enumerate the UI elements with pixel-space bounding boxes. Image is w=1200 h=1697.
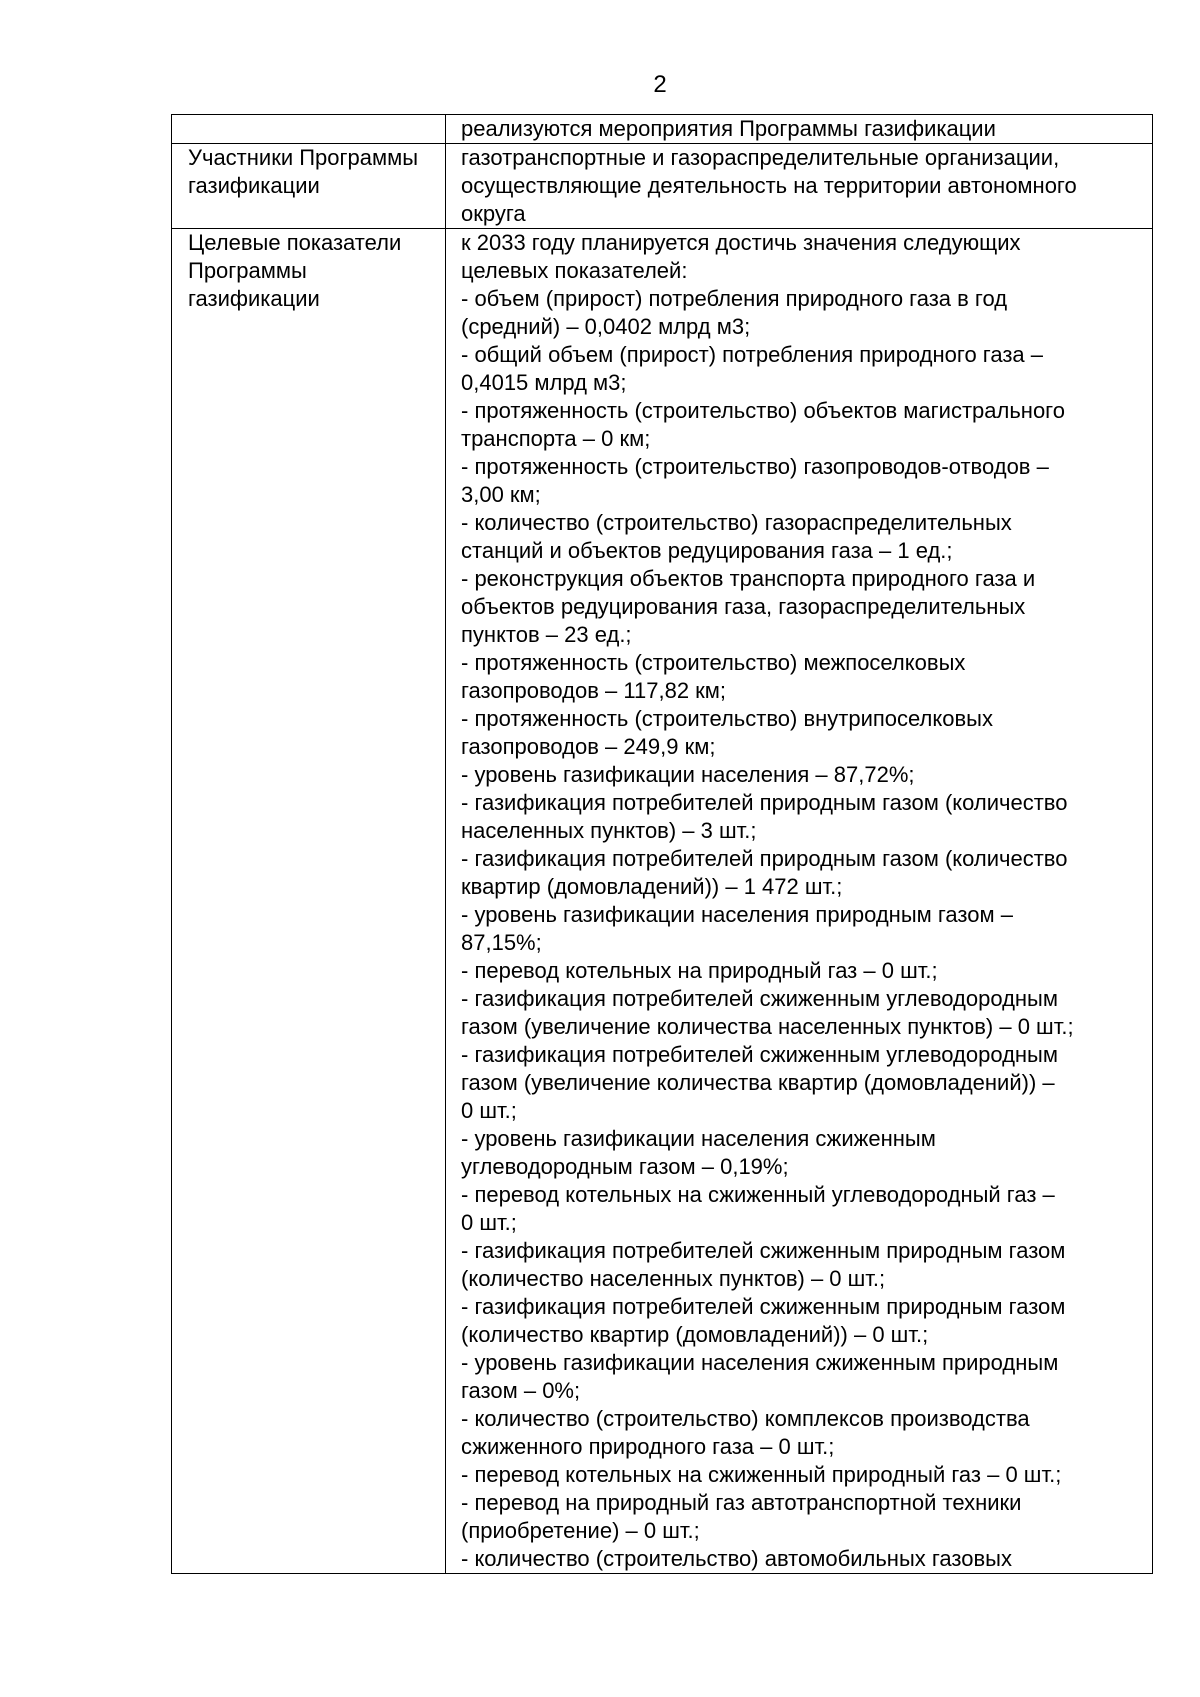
value-line: - количество (строительство) автомобильных газовых xyxy=(461,1546,1012,1571)
value-line: 87,15%; xyxy=(461,930,542,955)
value-line: - газификация потребителей сжиженным природным газом xyxy=(461,1294,1066,1319)
value-line: газопроводов – 117,82 км; xyxy=(461,678,727,703)
value-line: - протяженность (строительство) газопроводов-отводов – xyxy=(461,454,1049,479)
value-line: - общий объем (прирост) потребления природного газа – xyxy=(461,342,1043,367)
value-line: (средний) – 0,0402 млрд м3; xyxy=(461,314,751,339)
value-line: округа xyxy=(461,201,526,226)
value-line: - уровень газификации населения – 87,72%; xyxy=(461,762,915,787)
value-line: квартир (домовладений)) – 1 472 шт.; xyxy=(461,874,843,899)
value-line: - реконструкция объектов транспорта природного газа и xyxy=(461,566,1036,591)
table-body xyxy=(172,115,1153,1574)
value-line: (приобретение) – 0 шт.; xyxy=(461,1518,700,1543)
value-line: газом (увеличение количества населенных пунктов) – 0 шт.; xyxy=(461,1014,1074,1039)
value-line: - количество (строительство) комплексов производства xyxy=(461,1406,1030,1431)
value-line: - газификация потребителей сжиженным углеводородным xyxy=(461,986,1058,1011)
value-line: населенных пунктов) – 3 шт.; xyxy=(461,818,757,843)
row-label-cell xyxy=(172,144,446,229)
row-value xyxy=(446,144,1152,228)
row-value xyxy=(446,229,1152,1573)
value-line: - перевод котельных на сжиженный углеводородный газ – xyxy=(461,1182,1055,1207)
value-line: 0 шт.; xyxy=(461,1210,517,1235)
value-line: (количество квартир (домовладений)) – 0 шт.; xyxy=(461,1322,929,1347)
value-line: станций и объектов редуцирования газа – 1 ед.; xyxy=(461,538,953,563)
value-line: - газификация потребителей природным газом (количество xyxy=(461,846,1068,871)
value-line: - газификация потребителей сжиженным природным газом xyxy=(461,1238,1066,1263)
value-line: - протяженность (строительство) внутрипоселковых xyxy=(461,706,993,731)
value-line: реализуются мероприятия Программы газификации xyxy=(461,116,996,141)
value-line: - перевод котельных на природный газ – 0 шт.; xyxy=(461,958,938,983)
value-line: газопроводов – 249,9 км; xyxy=(461,734,716,759)
page-number: 2 xyxy=(653,71,667,98)
label-line: Участники Программы xyxy=(188,145,419,170)
row-label-cell xyxy=(172,115,446,144)
value-line: - уровень газификации населения сжиженным природным xyxy=(461,1350,1059,1375)
row-value xyxy=(446,115,1152,143)
row-value-cell xyxy=(446,229,1153,1574)
value-line: объектов редуцирования газа, газораспределительных xyxy=(461,594,1026,619)
row-label xyxy=(172,229,445,313)
label-line: газификации xyxy=(188,286,320,311)
value-line: (количество населенных пунктов) – 0 шт.; xyxy=(461,1266,886,1291)
row-label xyxy=(172,144,445,200)
value-line: пунктов – 23 ед.; xyxy=(461,622,632,647)
table-row xyxy=(172,229,1153,1574)
value-line: осуществляющие деятельность на территории автономного xyxy=(461,173,1077,198)
value-line: - газификация потребителей сжиженным углеводородным xyxy=(461,1042,1058,1067)
program-passport-table xyxy=(171,114,1153,1574)
value-line: - перевод на природный газ автотранспортной техники xyxy=(461,1490,1022,1515)
label-line: Программы xyxy=(188,258,307,283)
label-line: Целевые показатели xyxy=(188,230,402,255)
value-line: 3,00 км; xyxy=(461,482,541,507)
table-row xyxy=(172,115,1153,144)
row-value-cell xyxy=(446,115,1153,144)
value-line: углеводородным газом – 0,19%; xyxy=(461,1154,789,1179)
value-line: - протяженность (строительство) объектов магистрального xyxy=(461,398,1065,423)
label-line: газификации xyxy=(188,173,320,198)
value-line: сжиженного природного газа – 0 шт.; xyxy=(461,1434,835,1459)
row-value-cell xyxy=(446,144,1153,229)
value-line: газотранспортные и газораспределительные организации, xyxy=(461,145,1060,170)
value-line: - уровень газификации населения природным газом – xyxy=(461,902,1013,927)
value-line: - перевод котельных на сжиженный природный газ – 0 шт.; xyxy=(461,1462,1062,1487)
table-row xyxy=(172,144,1153,229)
value-line: целевых показателей: xyxy=(461,258,688,283)
value-line: - количество (строительство) газораспределительных xyxy=(461,510,1012,535)
row-label-cell xyxy=(172,229,446,1574)
value-line: - протяженность (строительство) межпоселковых xyxy=(461,650,966,675)
value-line: газом (увеличение количества квартир (домовладений)) – xyxy=(461,1070,1055,1095)
value-line: 0 шт.; xyxy=(461,1098,517,1123)
value-line: транспорта – 0 км; xyxy=(461,426,651,451)
value-line: 0,4015 млрд м3; xyxy=(461,370,627,395)
value-line: - уровень газификации населения сжиженным xyxy=(461,1126,936,1151)
value-line: к 2033 году планируется достичь значения следующих xyxy=(461,230,1021,255)
value-line: - объем (прирост) потребления природного газа в год xyxy=(461,286,1008,311)
value-line: - газификация потребителей природным газом (количество xyxy=(461,790,1068,815)
value-line: газом – 0%; xyxy=(461,1378,581,1403)
